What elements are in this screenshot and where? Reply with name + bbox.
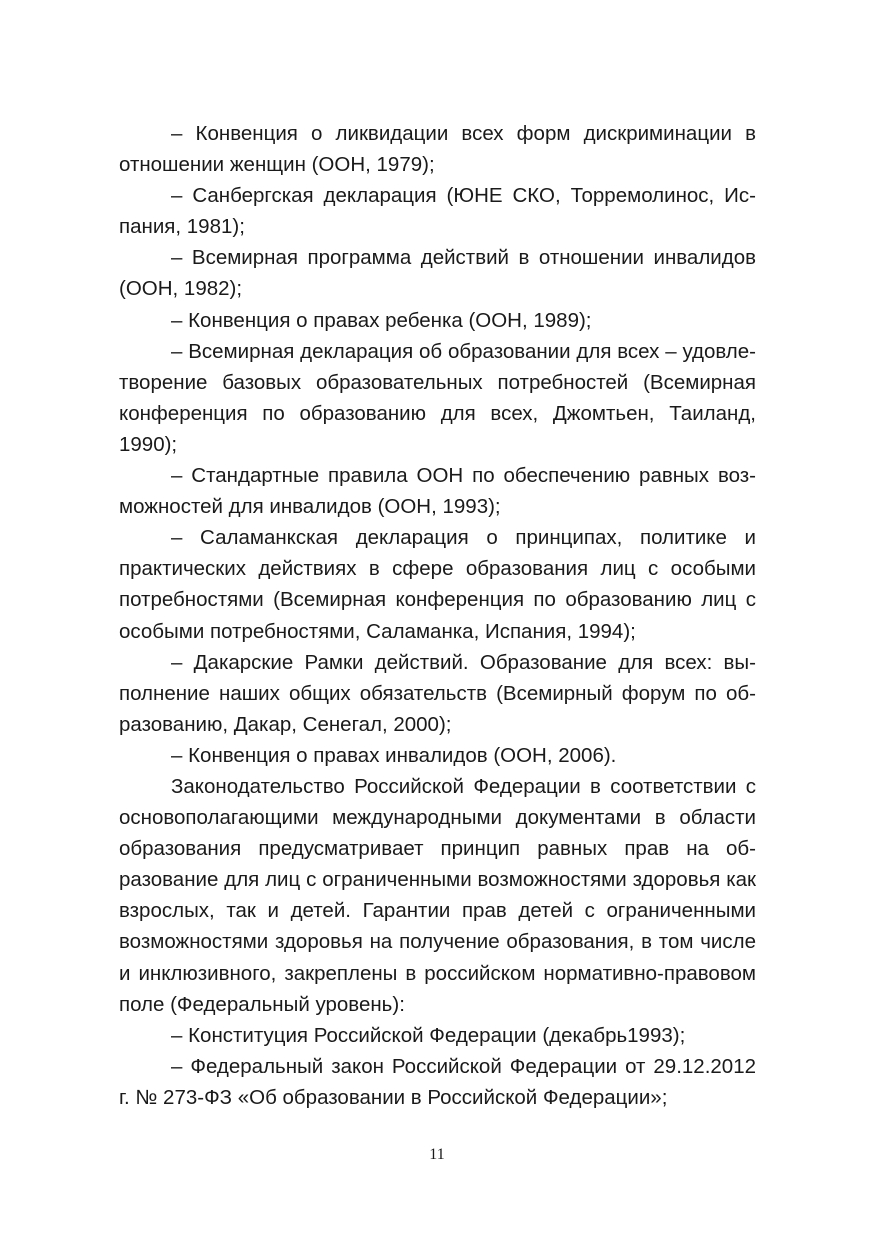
list-item-dakar-framework: – Дакарские Рамки действий. Образование для всех: выполнение наших общих обязательств (Всемирный форум по образованию, Дакар, Сенегал, 2000); <box>119 650 756 736</box>
list-item-child-rights-convention: – Конвенция о правах ребенка (ООН, 1989); <box>171 308 592 332</box>
list-item-disability-rights-convention: – Конвенция о правах инвалидов (ООН, 2006). <box>171 743 617 767</box>
list-item-constitution: – Конституция Российской Федерации (декабрь1993); <box>171 1023 686 1047</box>
list-item-salamanca-statement: – Саламанкская декларация о принципах, политике и практических действиях в сфере образования лиц с особыми потребностями (Всемирная конференция по образованию лиц с особыми потребностями, Саламанка, Испания, 1994); <box>119 526 756 643</box>
list-item-cedaw: – Конвенция о ликвидации всех форм дискриминации в отношении женщин (ООН, 1979); <box>119 122 756 177</box>
body-text <box>119 118 756 1113</box>
page-number: 11 <box>429 1146 445 1163</box>
list-item-education-for-all-declaration: – Всемирная декларация об образовании для всех – удовлетворение базовых образовательных потребностей (Всемирная конференция по образованию для всех, Джомтьен, Таиланд, 1990); <box>119 339 756 456</box>
list-item-world-programme-disabled: – Всемирная программа действий в отношении инвалидов (ООН, 1982); <box>119 246 756 301</box>
list-item-standard-rules: – Стандартные правила ООН по обеспечению равных возможностей для инвалидов (ООН, 1993); <box>119 464 756 519</box>
list-item-federal-law-education: – Федеральный закон Российской Федерации от 29.12.2012 г. № 273-ФЗ «Об образовании в Российской Федерации»; <box>119 1054 756 1109</box>
list-item-sundberg-declaration: – Санбергская декларация (ЮНЕ СКО, Торремолинос, Испания, 1981); <box>119 184 756 239</box>
paragraph-russian-legislation: Законодательство Российской Федерации в соответствии с основополагающими международными документами в области образования предусматривает принцип равных прав на образование для лиц с ограниченными возможностями здоровья как взрослых, так и детей. Гарантии прав детей с ограниченными возможностями здоровья на получение образования, в том числе и инклюзивного, закреплены в российском нормативно-правовом поле (Федеральный уровень): <box>119 774 756 1016</box>
